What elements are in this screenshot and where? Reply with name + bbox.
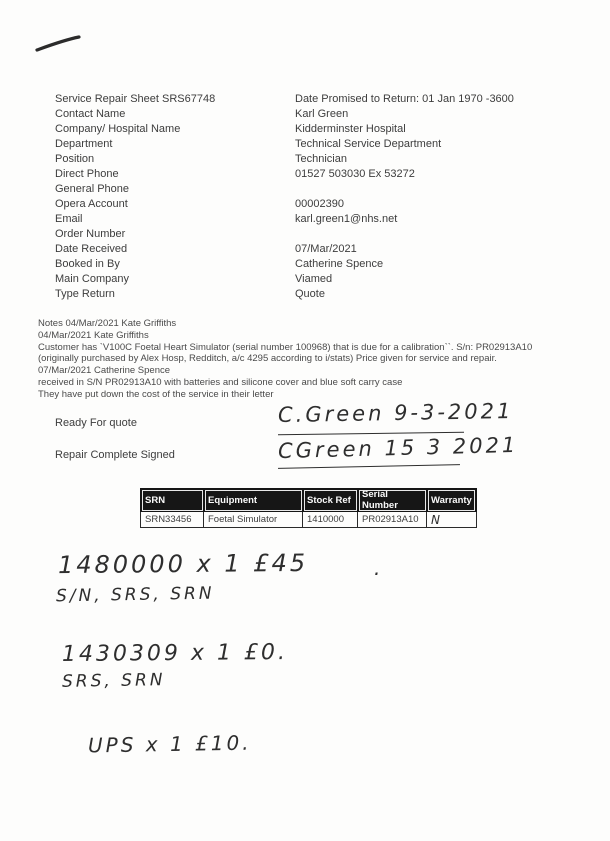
- table-header-cell: Equipment: [204, 489, 303, 512]
- form-row: [55, 257, 575, 272]
- field-value: Technical Service Department: [295, 138, 442, 150]
- form-header-row: [55, 92, 575, 107]
- table-header-cell: Serial Number: [358, 489, 427, 512]
- handwritten-ref-line: SRS, SRN: [61, 670, 166, 692]
- table-cell-srn: SRN33456: [141, 512, 204, 528]
- complete-signature: CGreen 15 3 2021: [277, 432, 519, 464]
- form-row: [55, 107, 575, 122]
- handwritten-price-line: 1430309 x 1 £0.: [61, 640, 289, 667]
- field-value: [295, 182, 575, 197]
- signature-underline: [278, 464, 460, 469]
- field-label: Company/ Hospital Name: [55, 123, 181, 135]
- field-value: Technician: [295, 153, 347, 165]
- field-value: 00002390: [295, 198, 344, 210]
- repair-table: [140, 488, 477, 528]
- handwritten-price-line: 1480000 x 1 £45: [57, 548, 309, 580]
- table-header-cell: Warranty: [427, 489, 477, 512]
- note-line: received in S/N PR02913A10 with batteries and silicone cover and blue soft carry case: [38, 376, 403, 388]
- field-label: Direct Phone: [55, 168, 119, 180]
- form-row: [55, 152, 575, 167]
- table-cell-equipment: Foetal Simulator: [204, 512, 303, 528]
- field-label: Date Received: [55, 243, 128, 255]
- field-label: Email: [55, 213, 83, 225]
- warranty-handwritten-mark: N: [431, 512, 440, 527]
- field-value: 07/Mar/2021: [295, 243, 357, 255]
- field-label: Type Return: [55, 288, 115, 300]
- table-header-row: [141, 489, 477, 512]
- table-row: [141, 512, 477, 528]
- form-row: [55, 137, 575, 152]
- note-line: 07/Mar/2021 Catherine Spence: [38, 365, 171, 377]
- field-value: [295, 227, 575, 242]
- form-row: [55, 122, 575, 137]
- form-row: [55, 182, 575, 197]
- field-label: Department: [55, 138, 113, 150]
- field-value: Catherine Spence: [295, 258, 384, 270]
- field-label: Contact Name: [55, 108, 126, 120]
- table-header-cell: Stock Ref: [303, 489, 358, 512]
- form-row: [55, 197, 575, 212]
- table-cell-warranty: [427, 512, 477, 528]
- handwritten-price-line: UPS x 1 £10.: [87, 730, 252, 758]
- field-label: Position: [55, 153, 95, 165]
- notes-block: [38, 318, 586, 401]
- field-label: Main Company: [55, 273, 129, 285]
- table-header-cell: SRN: [141, 489, 204, 512]
- date-promised: Date Promised to Return: 01 Jan 1970 -3600: [295, 93, 514, 105]
- table-cell-stock-ref: 1410000: [303, 512, 358, 528]
- handwritten-ref-line: S/N, SRS, SRN: [55, 583, 215, 607]
- note-line: Notes 04/Mar/2021 Kate Griffiths: [38, 318, 177, 329]
- repair-complete-label: Repair Complete Signed: [55, 449, 175, 461]
- ready-for-quote-label: Ready For quote: [55, 417, 137, 429]
- form-block: [55, 92, 575, 302]
- quote-signature: C.Green 9-3-2021: [277, 398, 514, 428]
- note-line: Customer has `V100C Foetal Heart Simulator (serial number 100968) that is due for a calibration``. S/n: PR02913A10: [38, 341, 533, 353]
- form-row: [55, 242, 575, 257]
- note-line: (originally purchased by Alex Hosp, Redditch, a/c 4295 according to i/stats) Price given for service and repair.: [38, 353, 497, 365]
- field-label: General Phone: [55, 183, 129, 195]
- form-title: Service Repair Sheet SRS67748: [55, 93, 216, 105]
- field-label: Booked in By: [55, 258, 120, 270]
- form-row: [55, 272, 575, 287]
- field-value: Viamed: [295, 273, 333, 285]
- field-value: Kidderminster Hospital: [295, 123, 406, 135]
- pen-mark-icon: [34, 34, 82, 54]
- field-value: karl.green1@nhs.net: [295, 213, 398, 225]
- form-row: [55, 167, 575, 182]
- field-value: 01527 503030 Ex 53272: [295, 168, 415, 180]
- field-value: Quote: [295, 288, 325, 300]
- form-row: [55, 287, 575, 302]
- field-label: Opera Account: [55, 198, 128, 210]
- form-row: [55, 227, 575, 242]
- handwritten-dot-mark: .: [374, 556, 384, 580]
- table-cell-serial-number: PR02913A10: [358, 512, 427, 528]
- note-line: They have put down the cost of the service in their letter: [38, 388, 274, 400]
- field-value: Karl Green: [295, 108, 349, 120]
- field-label: Order Number: [55, 228, 126, 240]
- form-row: [55, 212, 575, 227]
- note-line: 04/Mar/2021 Kate Griffiths: [38, 329, 149, 341]
